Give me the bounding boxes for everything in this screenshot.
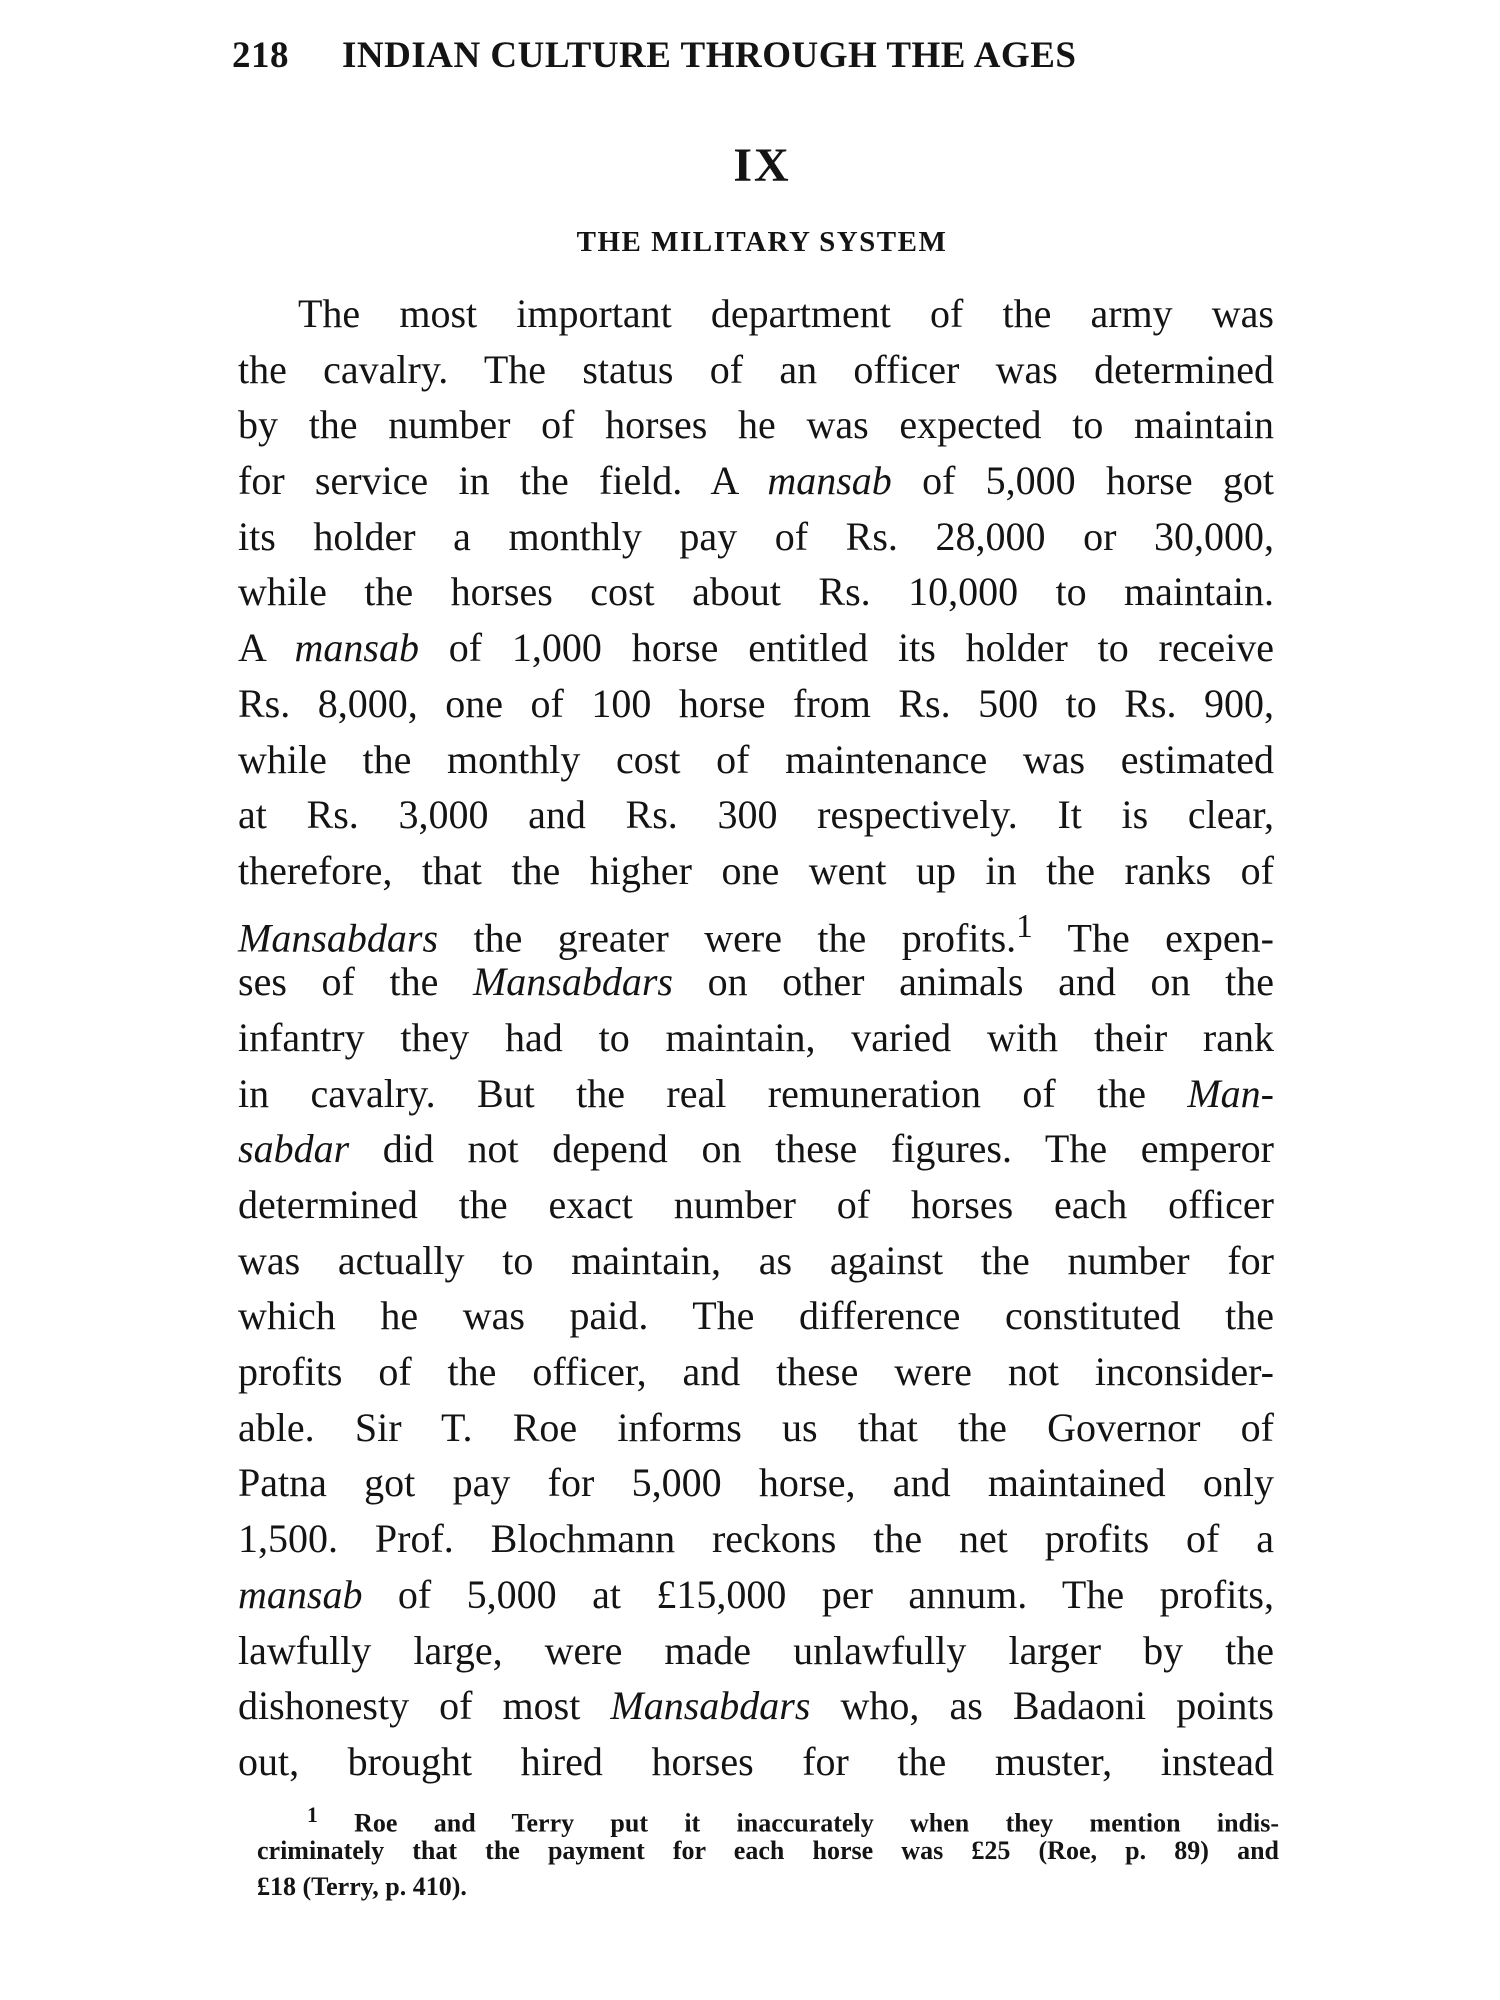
italic-term: Man- — [1187, 1070, 1274, 1116]
text-line — [238, 954, 1274, 1010]
text-line: while the horses cost about Rs. 10,000 to maintain. — [238, 569, 1274, 615]
text-line: its holder a monthly pay of Rs. 28,000 or 30,000, — [238, 513, 1274, 559]
text-line: The most important department of the army was — [298, 291, 1274, 336]
text-line — [238, 453, 1274, 509]
italic-term: mansab — [294, 625, 419, 671]
text-segment: in cavalry. But the real remuneration of the — [238, 1070, 1188, 1116]
text-segment: of 1,000 horse entitled its holder to receive — [418, 625, 1275, 671]
italic-term: Mansabdars — [472, 959, 673, 1005]
text-segment: of 5,000 horse got — [891, 458, 1274, 504]
text-line — [238, 1066, 1274, 1122]
footnote-line: £18 (Terry, p. 410). — [257, 1872, 467, 1901]
footnote — [257, 1797, 1279, 1905]
running-title: INDIAN CULTURE THROUGH THE AGES — [342, 35, 1077, 76]
text-segment: for service in the field. A — [238, 458, 768, 504]
text-line: Rs. 8,000, one of 100 horse from Rs. 500 to Rs. 900, — [238, 680, 1274, 726]
italic-term: mansab — [767, 458, 892, 504]
page-number: 218 — [232, 35, 289, 76]
footnote-line — [257, 1797, 1279, 1838]
running-head — [232, 34, 1272, 77]
chapter-title: THE MILITARY SYSTEM — [576, 226, 948, 258]
text-line: therefore, that the higher one went up in the ranks of — [238, 847, 1274, 893]
text-line: 1,500. Prof. Blochmann reckons the net profits of a — [238, 1516, 1274, 1562]
text-segment: the greater were the profits. — [438, 914, 1017, 960]
text-segment: who, as Badaoni points — [810, 1683, 1274, 1729]
text-line: Patna got pay for 5,000 horse, and maintained only — [238, 1460, 1274, 1506]
footnote-marker: 1 — [307, 1803, 318, 1827]
chapter-number: IX — [733, 139, 791, 192]
text-line: while the monthly cost of maintenance was estimated — [238, 736, 1274, 782]
text-line — [238, 620, 1274, 676]
text-segment: A — [238, 625, 295, 671]
footnote-line: criminately that the payment for each horse was £25 (Roe, p. 89) and — [257, 1836, 1279, 1865]
text-line: infantry they had to maintain, varied with their rank — [238, 1014, 1274, 1060]
text-line — [238, 1678, 1274, 1734]
text-line: at Rs. 3,000 and Rs. 300 respectively. It is clear, — [238, 792, 1274, 838]
text-segment: The expen- — [1032, 914, 1274, 960]
italic-term: Mansabdars — [238, 914, 439, 960]
text-line: the cavalry. The status of an officer was determined — [238, 346, 1274, 392]
text-line: profits of the officer, and these were not inconsider- — [238, 1349, 1274, 1395]
text-line: by the number of horses he was expected to maintain — [238, 402, 1274, 448]
body-paragraph — [238, 286, 1274, 1790]
italic-term: mansab — [238, 1571, 363, 1617]
footnote-reference: 1 — [1016, 907, 1033, 945]
italic-term: Mansabdars — [610, 1683, 811, 1729]
text-segment: on other animals and on the — [673, 959, 1274, 1005]
italic-term: sabdar — [238, 1126, 350, 1172]
text-line: lawfully large, were made unlawfully larger by the — [238, 1627, 1274, 1673]
text-line: which he was paid. The difference constituted the — [238, 1293, 1274, 1339]
text-line: out, brought hired horses for the muster, instead — [238, 1738, 1274, 1784]
text-line — [238, 1567, 1274, 1623]
text-line — [238, 1121, 1274, 1177]
text-segment: of 5,000 at £15,000 per annum. The profits, — [362, 1571, 1274, 1617]
text-segment: Roe and Terry put it inaccurately when they mention indis- — [317, 1808, 1279, 1838]
text-segment: dishonesty of most — [238, 1683, 611, 1729]
text-line: determined the exact number of horses each officer — [238, 1182, 1274, 1227]
text-segment: did not depend on these figures. The emperor — [349, 1126, 1274, 1172]
text-line: was actually to maintain, as against the number for — [238, 1237, 1274, 1283]
text-line — [238, 899, 1274, 960]
text-segment: ses of the — [238, 959, 473, 1005]
text-line: able. Sir T. Roe informs us that the Governor of — [238, 1404, 1274, 1450]
